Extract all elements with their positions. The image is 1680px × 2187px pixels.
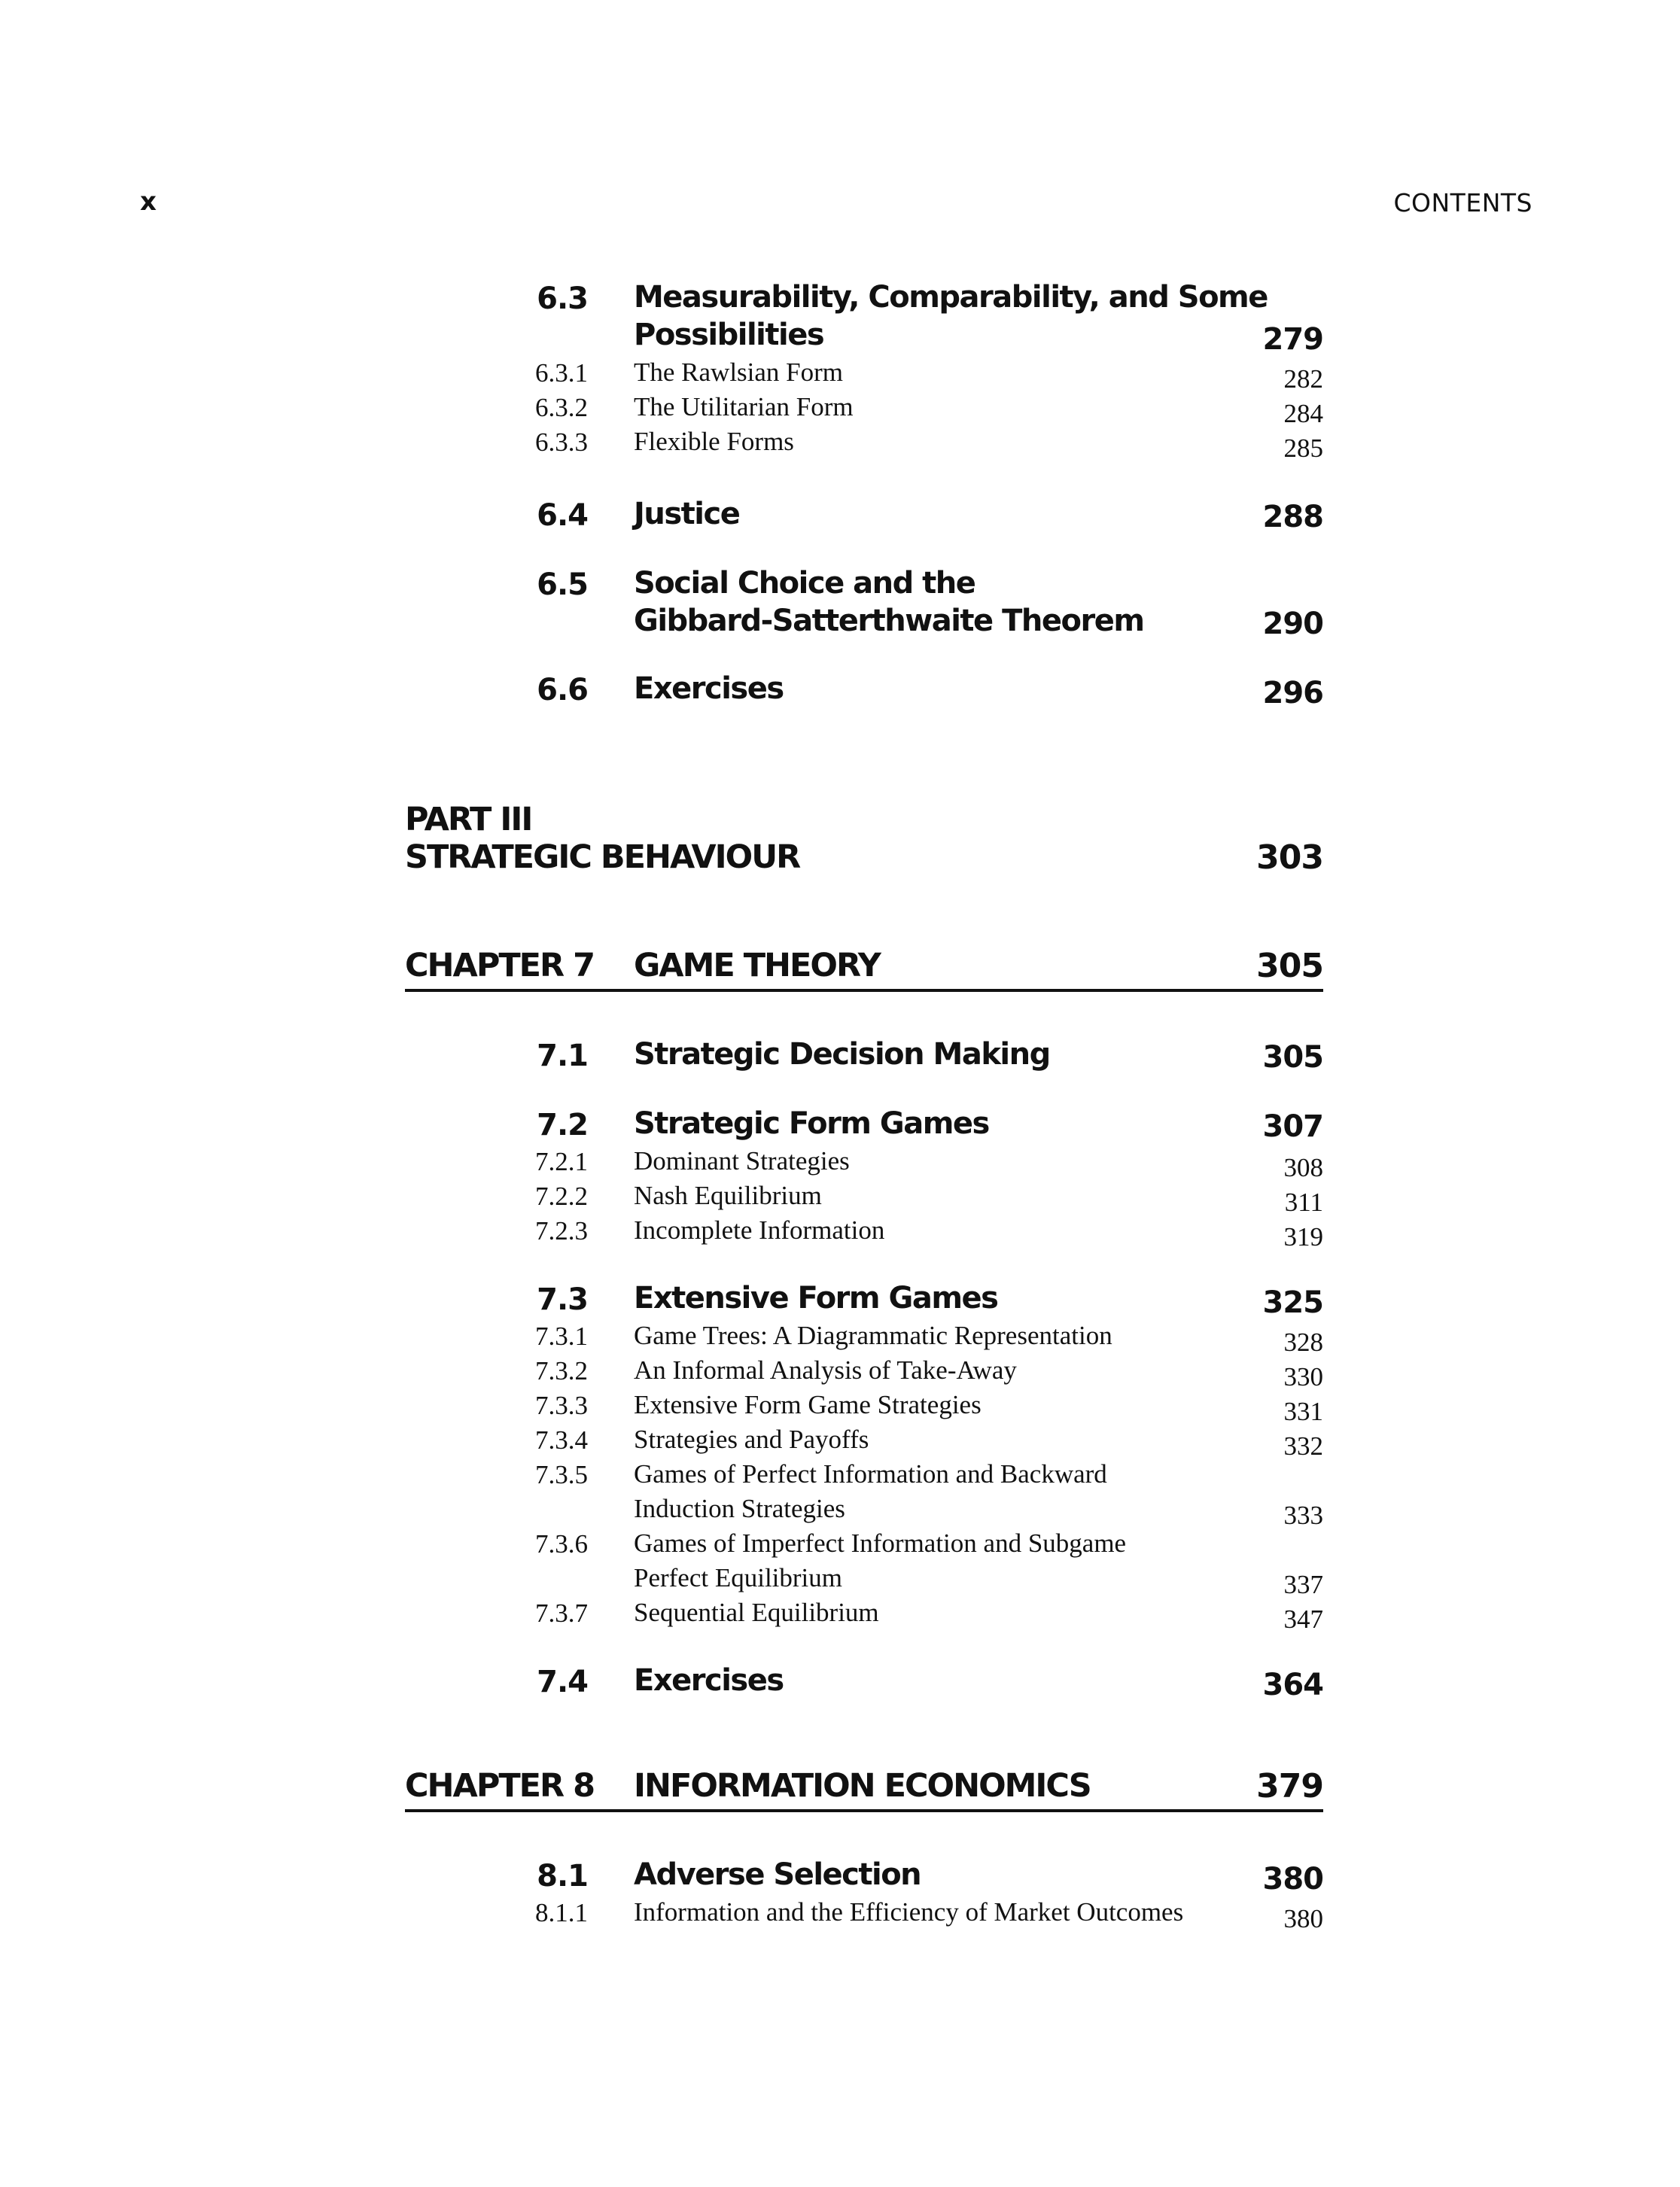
chapter-title: GAME THEORY: [634, 947, 880, 984]
section-page: 305: [1262, 1040, 1323, 1075]
section-page: 296: [1262, 676, 1323, 710]
section-page: 288: [1262, 500, 1323, 534]
section-title: Social Choice and the Gibbard-Satterthwaite Theorem: [634, 566, 1144, 638]
section-number: 8.1: [537, 1859, 588, 1893]
chapter-rule: [405, 989, 1323, 992]
chapter-page: 305: [1256, 947, 1323, 985]
subsection-page: 328: [1283, 1328, 1323, 1357]
section-number: 7.4: [537, 1665, 588, 1699]
page-folio: x: [140, 187, 157, 217]
subsection-title: Sequential Equilibrium: [634, 1598, 879, 1627]
subsection-page: 285: [1283, 433, 1323, 463]
section-title: Exercises: [634, 1663, 784, 1698]
subsection-number: 7.3.1: [535, 1322, 588, 1351]
subsection-title: Games of Imperfect Information and Subgame Perfect Equilibrium: [634, 1528, 1127, 1592]
subsection-number: 7.2.1: [535, 1147, 588, 1176]
section-title: Extensive Form Games: [634, 1281, 998, 1316]
subsection-title: The Utilitarian Form: [634, 392, 854, 421]
subsection-number: 6.3.1: [535, 358, 588, 388]
subsection-number: 7.2.3: [535, 1216, 588, 1246]
section-title: Strategic Form Games: [634, 1106, 989, 1141]
subsection-page: 319: [1283, 1222, 1323, 1252]
chapter-label: CHAPTER 7: [405, 947, 595, 984]
section-page: 325: [1262, 1285, 1323, 1320]
section-page: 380: [1262, 1862, 1323, 1897]
section-title: Strategic Decision Making: [634, 1037, 1050, 1072]
section-number: 6.5: [537, 567, 588, 602]
section-number: 6.6: [537, 673, 588, 707]
subsection-title: An Informal Analysis of Take-Away: [634, 1355, 1017, 1385]
section-number: 6.3: [537, 281, 588, 316]
subsection-page: 284: [1283, 399, 1323, 428]
subsection-number: 7.3.7: [535, 1598, 588, 1628]
subsection-title: Incomplete Information: [634, 1215, 885, 1245]
section-number: 7.1: [537, 1039, 588, 1073]
section-page: 364: [1262, 1668, 1323, 1702]
subsection-page: 337: [1283, 1570, 1323, 1599]
subsection-page: 331: [1283, 1397, 1323, 1426]
subsection-number: 7.3.2: [535, 1356, 588, 1386]
section-page: 307: [1262, 1109, 1323, 1144]
subsection-number: 6.3.2: [535, 393, 588, 422]
subsection-page: 330: [1283, 1362, 1323, 1392]
subsection-page: 308: [1283, 1153, 1323, 1182]
subsection-number: 7.3.4: [535, 1425, 588, 1455]
subsection-title: The Rawlsian Form: [634, 357, 844, 387]
subsection-title: Dominant Strategies: [634, 1146, 850, 1176]
running-head: CONTENTS: [1393, 188, 1532, 217]
section-title: Measurability, Comparability, and Some Possibilities: [634, 280, 1268, 352]
subsection-title: Extensive Form Game Strategies: [634, 1390, 982, 1419]
section-title: Exercises: [634, 671, 784, 706]
part-title: STRATEGIC BEHAVIOUR: [405, 838, 800, 876]
chapter-title: INFORMATION ECONOMICS: [634, 1767, 1091, 1805]
section-number: 6.4: [537, 498, 588, 533]
section-page: 290: [1262, 607, 1323, 641]
part-label: PART III: [405, 801, 532, 838]
section-title: Adverse Selection: [634, 1857, 921, 1892]
subsection-number: 7.3.6: [535, 1529, 588, 1559]
subsection-number: 7.3.5: [535, 1460, 588, 1489]
part-page: 303: [1256, 838, 1323, 877]
chapter-label: CHAPTER 8: [405, 1767, 595, 1805]
subsection-title: Games of Perfect Information and Backward Induction Strategies: [634, 1459, 1107, 1523]
subsection-page: 347: [1283, 1605, 1323, 1634]
subsection-page: 311: [1284, 1188, 1323, 1217]
subsection-number: 8.1.1: [535, 1898, 588, 1927]
subsection-title: Game Trees: A Diagrammatic Representation: [634, 1321, 1112, 1350]
section-title: Justice: [634, 497, 740, 531]
subsection-number: 6.3.3: [535, 427, 588, 457]
subsection-page: 333: [1283, 1501, 1323, 1530]
subsection-page: 282: [1283, 364, 1323, 394]
subsection-page: 380: [1283, 1904, 1323, 1933]
subsection-number: 7.3.3: [535, 1391, 588, 1420]
section-page: 279: [1262, 322, 1323, 357]
subsection-title: Flexible Forms: [634, 427, 794, 456]
subsection-page: 332: [1283, 1431, 1323, 1461]
subsection-title: Strategies and Payoffs: [634, 1425, 869, 1454]
chapter-rule: [405, 1809, 1323, 1812]
section-number: 7.2: [537, 1108, 588, 1142]
chapter-page: 379: [1256, 1767, 1323, 1805]
subsection-title: Information and the Efficiency of Market Outcomes: [634, 1897, 1184, 1927]
section-number: 7.3: [537, 1282, 588, 1317]
subsection-title: Nash Equilibrium: [634, 1181, 822, 1210]
subsection-number: 7.2.2: [535, 1182, 588, 1211]
